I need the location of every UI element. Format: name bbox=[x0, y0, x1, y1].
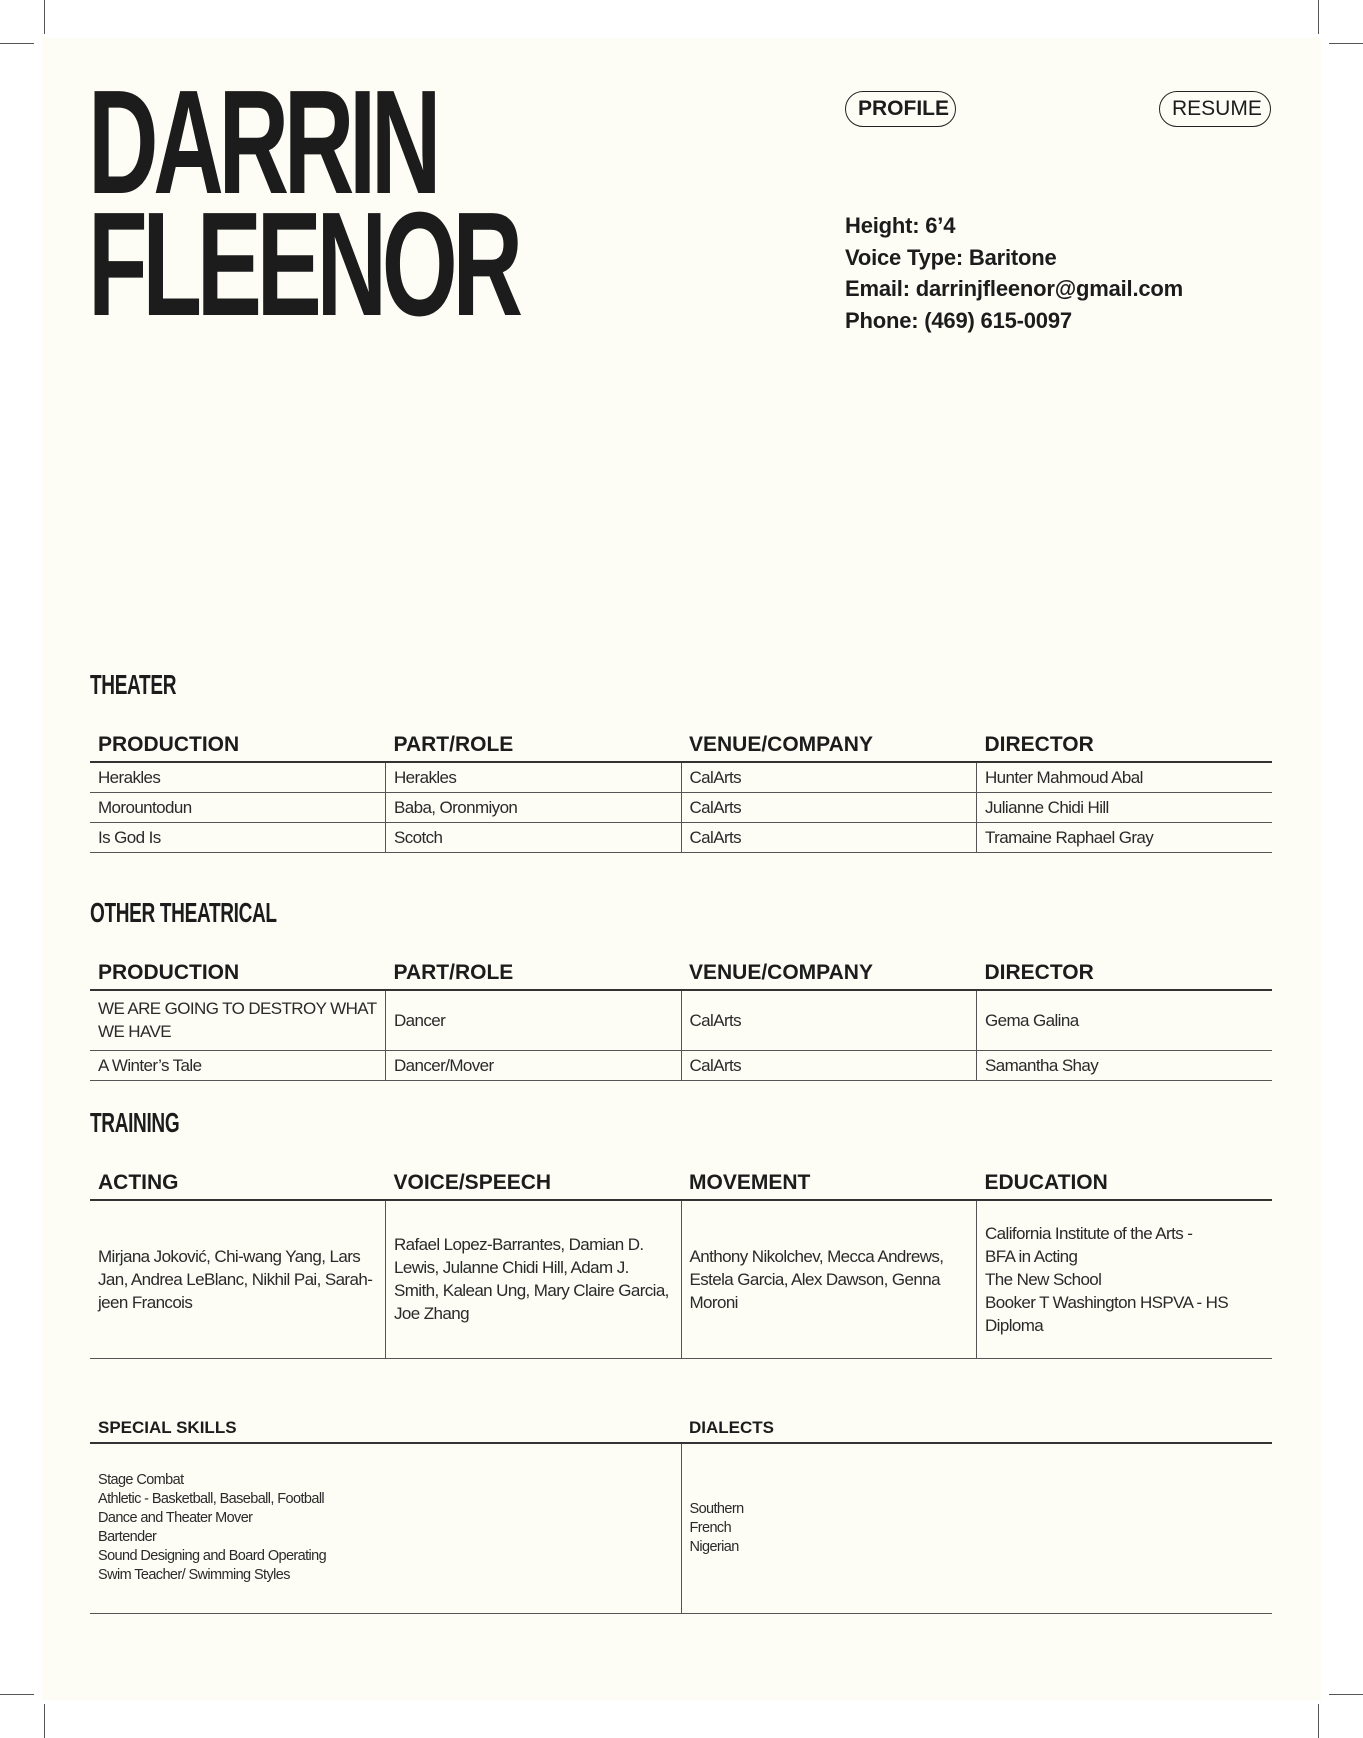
role-cell: Dancer bbox=[386, 990, 682, 1050]
venue-cell: CalArts bbox=[681, 822, 977, 852]
column-header: MOVEMENT bbox=[681, 1167, 977, 1200]
role-cell: Dancer/Mover bbox=[386, 1050, 682, 1080]
education-cell bbox=[977, 1200, 1273, 1358]
dialects-cell bbox=[681, 1443, 1272, 1613]
crop-mark bbox=[0, 1694, 34, 1695]
dialects-header: DIALECTS bbox=[681, 1410, 1272, 1443]
production-cell: Herakles bbox=[90, 762, 386, 792]
column-header: DIRECTOR bbox=[977, 729, 1273, 762]
crop-mark bbox=[1318, 1704, 1319, 1738]
role-cell: Baba, Oronmiyon bbox=[386, 792, 682, 822]
profile-tab[interactable]: PROFILE bbox=[845, 91, 956, 127]
education-line: Diploma bbox=[985, 1315, 1044, 1335]
table-row bbox=[90, 1443, 1272, 1613]
column-header: PRODUCTION bbox=[90, 729, 386, 762]
crop-mark bbox=[1329, 43, 1363, 44]
production-cell: WE ARE GOING TO DESTROY WHAT WE HAVE bbox=[90, 990, 386, 1050]
director-cell: Samantha Shay bbox=[977, 1050, 1273, 1080]
production-cell: Is God Is bbox=[90, 822, 386, 852]
theater-table bbox=[90, 729, 1272, 853]
phone-line[interactable]: Phone: (469) 615-0097 bbox=[845, 307, 1072, 333]
dialect-item: Southern bbox=[689, 1500, 744, 1517]
table-row bbox=[90, 822, 1272, 852]
production-cell: A Winter’s Tale bbox=[90, 1050, 386, 1080]
last-name: FLEENOR bbox=[88, 182, 518, 347]
email-line[interactable]: Email: darrinjfleenor@gmail.com bbox=[845, 276, 1184, 301]
venue-cell: CalArts bbox=[681, 990, 977, 1050]
actor-name bbox=[88, 60, 518, 347]
crop-mark bbox=[1318, 0, 1319, 34]
movement-cell: Anthony Nikolchev, Mecca Andrews, Estela Garcia, Alex Dawson, Genna Moroni bbox=[681, 1200, 977, 1358]
table-row bbox=[90, 792, 1272, 822]
table-row bbox=[90, 1200, 1272, 1358]
dialect-item: Nigerian bbox=[689, 1538, 739, 1555]
other-theatrical-heading: OTHER THEATRICAL bbox=[90, 897, 277, 928]
resume-tab[interactable]: RESUME bbox=[1159, 91, 1271, 127]
education-line: Booker T Washington HSPVA - HS bbox=[985, 1292, 1229, 1312]
crop-mark bbox=[1329, 1694, 1363, 1695]
director-cell: Gema Galina bbox=[977, 990, 1273, 1050]
director-cell: Hunter Mahmoud Abal bbox=[977, 762, 1273, 792]
skill-item: Stage Combat bbox=[98, 1472, 184, 1489]
crop-mark bbox=[44, 1704, 45, 1738]
first-name: DARRIN bbox=[88, 60, 437, 225]
voice-speech-cell: Rafael Lopez-Barrantes, Damian D. Lewis, Julanne Chidi Hill, Adam J. Smith, Kalean Ung, Mary Claire Garcia, Joe Zhang bbox=[386, 1200, 682, 1358]
training-heading: TRAINING bbox=[90, 1107, 180, 1138]
director-cell: Tramaine Raphael Gray bbox=[977, 822, 1273, 852]
column-header: EDUCATION bbox=[977, 1167, 1273, 1200]
table-row bbox=[90, 1050, 1272, 1080]
role-cell: Herakles bbox=[386, 762, 682, 792]
crop-mark bbox=[44, 0, 45, 34]
venue-cell: CalArts bbox=[681, 1050, 977, 1080]
skill-item: Bartender bbox=[98, 1529, 157, 1546]
acting-cell: Mirjana Joković, Chi-wang Yang, Lars Jan, Andrea LeBlanc, Nikhil Pai, Sarah-jeen Francois bbox=[90, 1200, 386, 1358]
skill-item: Sound Designing and Board Operating bbox=[98, 1548, 327, 1565]
column-header: ACTING bbox=[90, 1167, 386, 1200]
column-header: DIRECTOR bbox=[977, 957, 1273, 990]
skill-item: Dance and Theater Mover bbox=[98, 1510, 253, 1527]
education-line: BFA in Acting bbox=[985, 1246, 1078, 1266]
contact-info bbox=[845, 210, 1183, 336]
special-skills-header: SPECIAL SKILLS bbox=[90, 1410, 681, 1443]
table-row bbox=[90, 990, 1272, 1050]
training-table bbox=[90, 1167, 1272, 1359]
dialect-item: French bbox=[689, 1519, 732, 1536]
special-skills-cell bbox=[90, 1443, 681, 1613]
voice-type-line: Voice Type: Baritone bbox=[845, 244, 1057, 270]
skill-item: Athletic - Basketball, Baseball, Football bbox=[98, 1491, 325, 1508]
skills-table bbox=[90, 1410, 1272, 1614]
education-line: California Institute of the Arts - bbox=[985, 1223, 1193, 1243]
column-header: PART/ROLE bbox=[386, 729, 682, 762]
skill-item: Swim Teacher/ Swimming Styles bbox=[98, 1567, 290, 1584]
height-line: Height: 6’4 bbox=[845, 213, 956, 238]
venue-cell: CalArts bbox=[681, 792, 977, 822]
production-cell: Morountodun bbox=[90, 792, 386, 822]
table-row bbox=[90, 762, 1272, 792]
crop-mark bbox=[0, 43, 34, 44]
column-header: PART/ROLE bbox=[386, 957, 682, 990]
other-theatrical-table bbox=[90, 957, 1272, 1081]
column-header: VENUE/COMPANY bbox=[681, 729, 977, 762]
venue-cell: CalArts bbox=[681, 762, 977, 792]
theater-heading: THEATER bbox=[90, 669, 177, 700]
column-header: VOICE/SPEECH bbox=[386, 1167, 682, 1200]
column-header: PRODUCTION bbox=[90, 957, 386, 990]
column-header: VENUE/COMPANY bbox=[681, 957, 977, 990]
role-cell: Scotch bbox=[386, 822, 682, 852]
director-cell: Julianne Chidi Hill bbox=[977, 792, 1273, 822]
education-line: The New School bbox=[985, 1269, 1102, 1289]
